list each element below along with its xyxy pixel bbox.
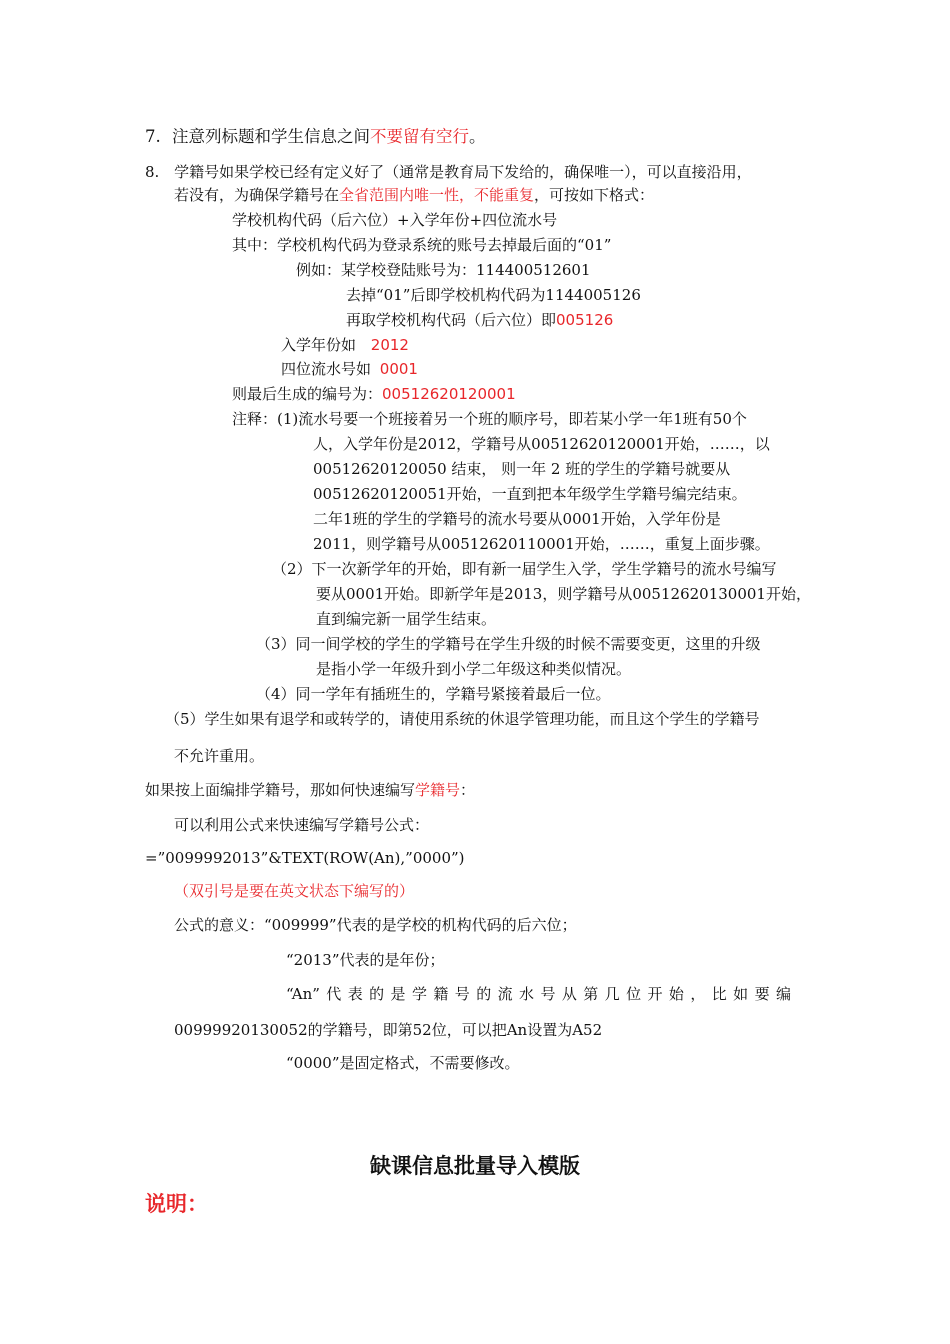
formula-expression: =”0099992013”&TEXT(ROW(An),”0000”) bbox=[145, 849, 465, 867]
formula-meaning-3 bbox=[286, 984, 791, 1004]
result-line bbox=[232, 384, 516, 404]
formula-meaning-2: “2013”代表的是年份； bbox=[286, 951, 445, 969]
where-line: 其中：学校机构代码为登录系统的账号去掉最后面的“01” bbox=[232, 236, 612, 254]
note-2-line-3: 直到编完新一届学生结束。 bbox=[316, 610, 497, 628]
item-7-end: 。 bbox=[469, 127, 486, 146]
formula-intro-b: ： bbox=[460, 781, 476, 799]
formula-intro bbox=[145, 780, 475, 800]
year-label: 入学年份如 bbox=[281, 336, 357, 354]
serial-label: 四位流水号如 bbox=[281, 360, 372, 378]
item-8-line-2 bbox=[174, 185, 654, 205]
format-line: 学校机构代码（后六位）+入学年份+四位流水号 bbox=[232, 211, 558, 229]
note-1-line-4: 00512620120051开始，一直到把本年级学生学籍号编完结束。 bbox=[313, 485, 747, 503]
note-5-line-2: 不允许重用。 bbox=[174, 747, 265, 765]
note-2-line-1: （2）下一次新学年的开始，即有新一届学生入学，学生学籍号的流水号编写 bbox=[272, 560, 777, 578]
formula-meaning-3-text: “An”代表的是学籍号的流水号从第几位开始，比如要编 bbox=[286, 985, 791, 1003]
section-title: 缺课信息批量导入模版 bbox=[370, 1154, 580, 1178]
note-2-line-2: 要从0001开始。即新学年是2013，则学籍号从00512620130001开始， bbox=[316, 585, 811, 603]
result-label: 则最后生成的编号为： bbox=[232, 385, 383, 403]
note-4: （4）同一学年有插班生的，学籍号紧接着最后一位。 bbox=[256, 685, 611, 703]
note-1-line-3: 00512620120050 结束， 则一年 2 班的学生的学籍号就要从 bbox=[313, 460, 731, 478]
year-line bbox=[281, 335, 409, 355]
example-line-3 bbox=[346, 310, 613, 330]
year-value: 2012 bbox=[370, 336, 409, 354]
note-3-line-2: 是指小学一年级升到小学二年级这种类似情况。 bbox=[316, 660, 632, 678]
section-label: 说明： bbox=[145, 1192, 208, 1216]
formula-meaning-5: “0000”是固定格式，不需要修改。 bbox=[286, 1054, 520, 1072]
item-8-text: 学籍号如果学校已经有定义好了（通常是教育局下发给的，确保唯一），可以直接沿用， bbox=[174, 163, 752, 181]
example-line-3-a: 再取学校机构代码（后六位）即 bbox=[346, 311, 557, 329]
example-line-2: 去掉“01”后即学校机构代码为1144005126 bbox=[346, 286, 641, 304]
note-1-line-2: 人，入学年份是2012，学籍号从00512620120001开始，……，以 bbox=[313, 435, 770, 453]
example-line-3-highlight: 005126 bbox=[556, 311, 614, 329]
item-8-line-2-a: 若没有，为确保学籍号在 bbox=[174, 186, 340, 204]
note-1-line-5: 二年1班的学生的学籍号的流水号要从0001开始，入学年份是 bbox=[313, 510, 721, 528]
note-3-line-1: （3）同一间学校的学生的学籍号在学生升级的时候不需要变更，这里的升级 bbox=[256, 635, 761, 653]
serial-value: 0001 bbox=[379, 360, 418, 378]
item-8-line-2-b: ，可按如下格式： bbox=[534, 186, 655, 204]
item-7-highlight: 不要留有空行 bbox=[370, 127, 469, 146]
item-7-text: 注意列标题和学生信息之间 bbox=[172, 127, 370, 146]
result-value: 00512620120001 bbox=[382, 385, 516, 403]
item-8-line-2-highlight: 全省范围内唯一性，不能重复 bbox=[339, 186, 535, 204]
formula-meaning-4: 00999920130052的学籍号，即第52位，可以把An设置为A52 bbox=[174, 1021, 603, 1039]
note-5-line-1: （5）学生如果有退学和或转学的，请使用系统的休退学管理功能，而且这个学生的学籍号 bbox=[165, 710, 760, 728]
formula-intro-highlight: 学籍号 bbox=[415, 781, 461, 799]
formula-can-use: 可以利用公式来快速编写学籍号公式： bbox=[174, 816, 430, 834]
note-1-line-6: 2011，则学籍号从00512620110001开始，……，重复上面步骤。 bbox=[313, 535, 770, 553]
item-8-number: 8. bbox=[145, 163, 160, 181]
note-1-line-1: 注释：(1)流水号要一个班接着另一个班的顺序号，即若某小学一年1班有50个 bbox=[232, 410, 747, 428]
item-8-line-1 bbox=[145, 162, 752, 182]
serial-line bbox=[281, 359, 418, 379]
formula-quote-note: （双引号是要在英文状态下编写的） bbox=[174, 882, 415, 900]
item-7 bbox=[145, 126, 486, 148]
formula-intro-a: 如果按上面编排学籍号，那如何快速编写 bbox=[145, 781, 416, 799]
item-7-number: 7. bbox=[145, 127, 161, 146]
formula-meaning-1: 公式的意义：“009999”代表的是学校的机构代码的后六位； bbox=[174, 916, 577, 934]
example-line-1: 例如：某学校登陆账号为：114400512601 bbox=[296, 261, 591, 279]
